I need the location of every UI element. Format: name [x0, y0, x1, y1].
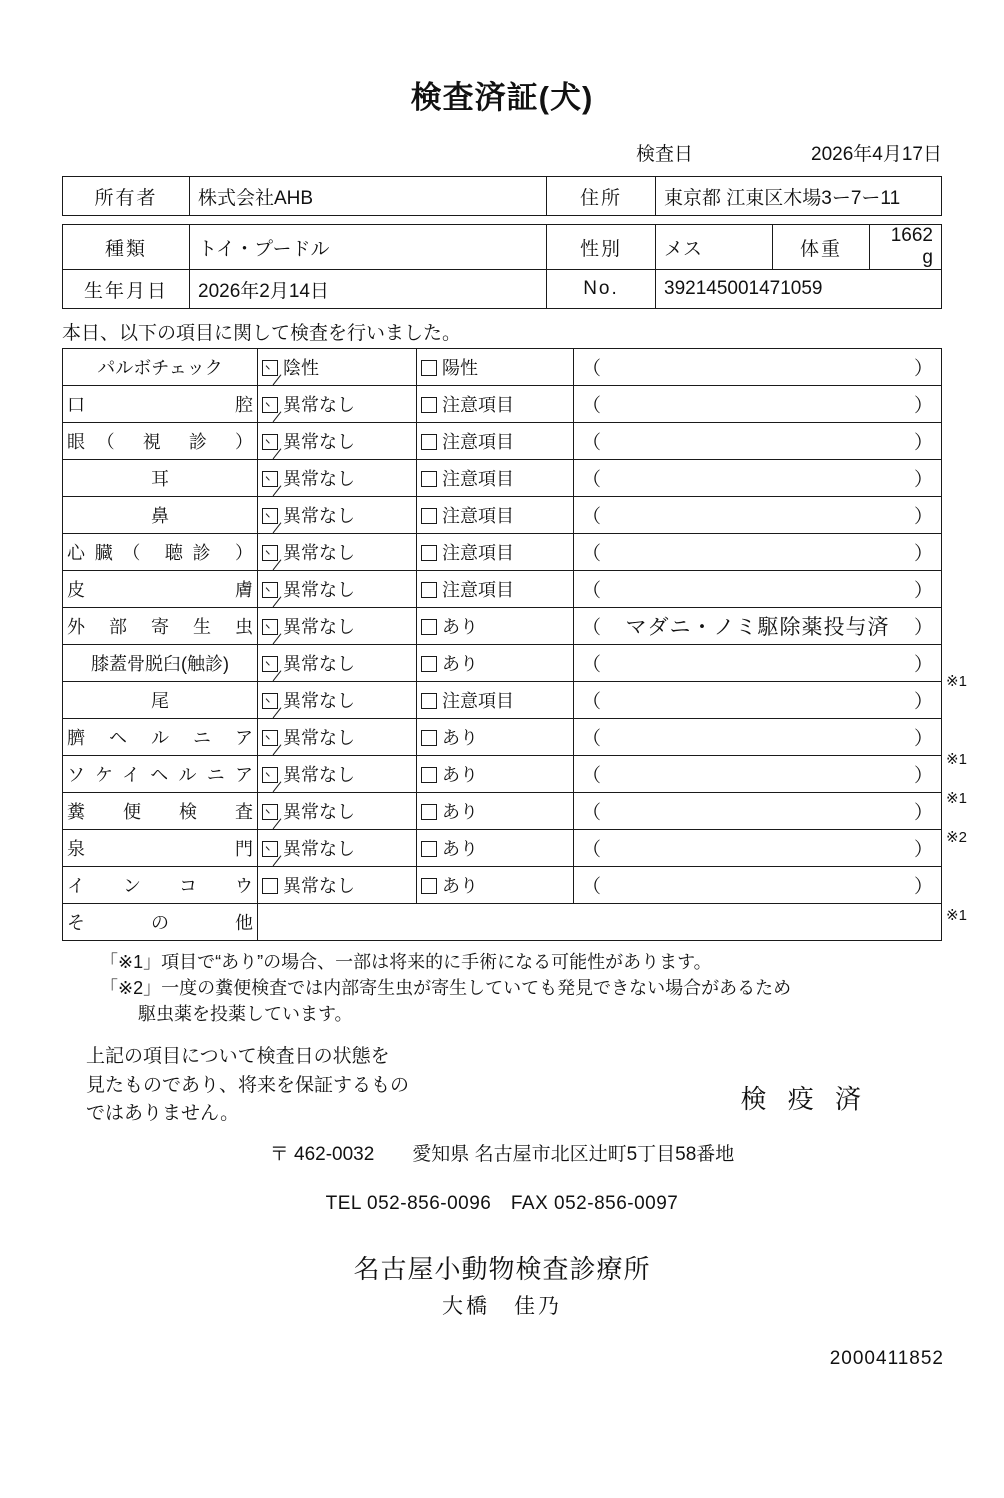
paren-open: （	[582, 617, 602, 639]
inspection-option-2-label: あり	[442, 617, 478, 637]
inspection-item-row	[63, 608, 942, 645]
certificate-page	[0, 72, 1004, 1498]
inspection-option-2-label: あり	[442, 765, 478, 785]
inspection-item-remark[interactable]	[574, 460, 942, 497]
checkbox-icon[interactable]	[421, 434, 437, 450]
inspection-option-1-label: 異常なし	[283, 654, 355, 674]
no-label: No.	[547, 270, 656, 309]
paren-open: （	[582, 580, 602, 602]
paren-close: ）	[913, 432, 933, 454]
checkbox-icon[interactable]	[421, 545, 437, 561]
paren-close: ）	[913, 580, 933, 602]
inspection-item-remark[interactable]	[574, 682, 942, 719]
paren-open: （	[582, 395, 602, 417]
inspection-items-wrap	[62, 348, 967, 941]
inspection-option-1[interactable]	[258, 867, 417, 904]
checkbox-icon[interactable]	[421, 360, 437, 376]
checkbox-icon[interactable]	[421, 471, 437, 487]
inspection-item-label: 心臓（ 聴診 ）	[63, 534, 258, 571]
table-row	[63, 270, 942, 309]
paren-open: （	[582, 358, 602, 380]
paren-open: （	[582, 728, 602, 750]
inspection-option-1[interactable]	[258, 423, 417, 460]
inspection-option-2[interactable]	[417, 867, 574, 904]
weight-value: 1662	[890, 225, 933, 246]
paren-close: ）	[913, 654, 933, 676]
checkbox-icon[interactable]	[421, 878, 437, 894]
checkbox-icon[interactable]	[262, 508, 278, 524]
inspection-option-1-label: 異常なし	[283, 432, 355, 452]
weight-cell	[870, 225, 942, 270]
checkbox-icon[interactable]	[421, 582, 437, 598]
inspection-option-2[interactable]	[417, 793, 574, 830]
lower-section	[32, 1043, 972, 1129]
inspection-item-row	[63, 904, 942, 941]
footnote-1: 「※1」項目で“あり”の場合、一部は将来的に手術になる可能性があります。	[100, 952, 712, 972]
inspection-items-table	[62, 348, 942, 941]
inspection-option-1[interactable]	[258, 682, 417, 719]
paren-close: ）	[913, 802, 933, 824]
inspection-option-2-label: 陽性	[442, 358, 478, 378]
inspection-option-1[interactable]	[258, 608, 417, 645]
inspection-option-2-label: 注意項目	[442, 395, 514, 415]
checkbox-icon[interactable]	[262, 730, 278, 746]
inspection-option-2-label: あり	[442, 654, 478, 674]
birth-label: 生年月日	[63, 270, 190, 309]
paren-open: （	[582, 765, 602, 787]
inspection-option-1[interactable]	[258, 571, 417, 608]
inspection-option-2-label: 注意項目	[442, 580, 514, 600]
inspection-item-remark[interactable]	[574, 386, 942, 423]
footnote-2: 「※2」一度の糞便検査では内部寄生虫が寄生していても発見できない場合があるため	[100, 978, 792, 999]
paren-close: ）	[913, 691, 933, 713]
breed-value: トイ・プードル	[190, 225, 547, 270]
inspection-item-remark[interactable]	[574, 423, 942, 460]
inspection-option-1[interactable]	[258, 349, 417, 386]
checkbox-icon[interactable]	[262, 804, 278, 820]
inspection-item-remark[interactable]	[574, 830, 942, 867]
inspection-option-2[interactable]	[417, 608, 574, 645]
address-value: 東京都 江東区木場3ー7ー11	[656, 177, 942, 216]
checkbox-icon[interactable]	[262, 693, 278, 709]
paren-close: ）	[913, 506, 933, 528]
inspection-item-remark[interactable]	[574, 571, 942, 608]
inspection-item-row	[63, 756, 942, 793]
paren-open: （	[582, 543, 602, 565]
breed-label: 種類	[63, 225, 190, 270]
paren-close: ）	[913, 765, 933, 787]
inspection-option-2[interactable]	[417, 349, 574, 386]
inspection-item-label: 鼻	[63, 497, 258, 534]
inspection-option-2[interactable]	[417, 719, 574, 756]
inspection-item-label: 眼（ 視 診 ）	[63, 423, 258, 460]
inspection-option-2[interactable]	[417, 534, 574, 571]
inspection-option-2[interactable]	[417, 830, 574, 867]
paren-close: ）	[913, 543, 933, 565]
paren-open: （	[582, 839, 602, 861]
paren-open: （	[582, 654, 602, 676]
table-row	[63, 225, 942, 270]
birth-value: 2026年2月14日	[190, 270, 547, 309]
intro-note: 本日、以下の項目に関して検査を行いました。	[62, 323, 462, 344]
checkbox-icon[interactable]	[421, 804, 437, 820]
checkbox-icon[interactable]	[421, 693, 437, 709]
checkbox-icon[interactable]	[421, 841, 437, 857]
inspection-option-2-label: 注意項目	[442, 543, 514, 563]
footnote-mark: ※2	[946, 829, 967, 846]
inspection-option-1[interactable]	[258, 645, 417, 682]
inspection-item-remark[interactable]	[574, 349, 942, 386]
inspection-item-label: ソケイヘルニア	[63, 756, 258, 793]
inspection-item-remark[interactable]	[574, 756, 942, 793]
paren-close: ）	[913, 358, 933, 380]
inspection-option-2-label: あり	[442, 839, 478, 859]
inspection-date-row	[0, 139, 1004, 166]
owner-info-table	[62, 176, 942, 216]
checkbox-icon[interactable]	[262, 397, 278, 413]
inspection-item-row	[63, 793, 942, 830]
footnote-mark: ※1	[946, 907, 967, 924]
inspection-option-2[interactable]	[417, 682, 574, 719]
contact-info: TEL 052-856-0096 FAX 052-856-0097	[325, 1192, 679, 1214]
inspection-item-row	[63, 830, 942, 867]
inspection-option-2-label: 注意項目	[442, 691, 514, 711]
inspection-item-remark[interactable]	[574, 608, 942, 645]
checkbox-icon[interactable]	[262, 619, 278, 635]
inspection-item-row	[63, 534, 942, 571]
statement-line-1: 上記の項目について検査日の状態を	[86, 1046, 390, 1068]
inspection-item-label: 尾	[63, 682, 258, 719]
inspection-option-2[interactable]	[417, 497, 574, 534]
inspection-item-row	[63, 571, 942, 608]
footnote-mark: ※1	[946, 673, 967, 690]
statement-line-3: ではありません。	[86, 1103, 240, 1125]
inspection-item-remark[interactable]	[574, 719, 942, 756]
checkbox-icon[interactable]	[262, 656, 278, 672]
inspection-option-2[interactable]	[417, 460, 574, 497]
inspection-option-2-label: 注意項目	[442, 506, 514, 526]
inspection-option-2-label: あり	[442, 728, 478, 748]
inspection-item-row	[63, 497, 942, 534]
inspection-option-1[interactable]	[258, 497, 417, 534]
inspection-option-2-label: 注意項目	[442, 469, 514, 489]
inspection-item-row	[63, 386, 942, 423]
inspection-option-1[interactable]	[258, 534, 417, 571]
inspection-option-1[interactable]	[258, 756, 417, 793]
statement-line-2: 見たものであり、将来を保証するもの	[86, 1074, 410, 1096]
checkbox-icon[interactable]	[262, 841, 278, 857]
paren-close: ）	[913, 728, 933, 750]
checkbox-icon[interactable]	[262, 545, 278, 561]
inspection-item-label: 膝蓋骨脱臼(触診)	[63, 645, 258, 682]
checkbox-icon[interactable]	[262, 878, 278, 894]
inspection-option-1-label: 異常なし	[283, 469, 355, 489]
inspection-item-label: 耳	[63, 460, 258, 497]
inspection-option-1[interactable]	[258, 719, 417, 756]
page-title: 検査済証(犬)	[410, 80, 594, 115]
inspection-item-row	[63, 423, 942, 460]
owner-label: 所有者	[63, 177, 190, 216]
animal-info-table	[62, 224, 942, 309]
sex-label: 性別	[547, 225, 656, 270]
weight-label: 体重	[773, 225, 870, 270]
clinic-name: 名古屋小動物検査診療所	[353, 1253, 651, 1284]
checkbox-icon[interactable]	[262, 360, 278, 376]
inspection-item-remark[interactable]	[574, 534, 942, 571]
inspection-item-label: 皮 膚	[63, 571, 258, 608]
inspection-item-label: 糞 便 検 査	[63, 793, 258, 830]
inspection-item-label: イ ン コ ウ	[63, 867, 258, 904]
paren-open: （	[582, 691, 602, 713]
inspection-item-label: 口 腔	[63, 386, 258, 423]
checkbox-icon[interactable]	[421, 767, 437, 783]
checkbox-icon[interactable]	[262, 582, 278, 598]
owner-value: 株式会社AHB	[190, 177, 547, 216]
inspection-option-1-label: 異常なし	[283, 506, 355, 526]
inspection-item-label: 外 部 寄 生 虫	[63, 608, 258, 645]
inspection-item-row	[63, 460, 942, 497]
inspection-option-1-label: 異常なし	[283, 691, 355, 711]
inspection-item-row	[63, 719, 942, 756]
inspection-option-2-label: 注意項目	[442, 432, 514, 452]
inspection-item-blank	[258, 904, 942, 941]
quarantine-stamp: 検 疫 済	[740, 1084, 868, 1115]
inspection-option-2-label: あり	[442, 802, 478, 822]
inspection-option-1-label: 異常なし	[283, 876, 355, 896]
serial-number: 2000411852	[829, 1347, 944, 1369]
inspection-option-1[interactable]	[258, 460, 417, 497]
inspection-option-2-label: あり	[442, 876, 478, 896]
inspection-item-remark-text: マダニ・ノミ駆除薬投与済	[625, 616, 890, 639]
inspection-option-1[interactable]	[258, 793, 417, 830]
paren-close: ）	[913, 876, 933, 898]
footnote-3: 駆虫薬を投薬しています。	[138, 1004, 353, 1025]
checkbox-icon[interactable]	[421, 619, 437, 635]
inspection-item-row	[63, 645, 942, 682]
inspection-option-1-label: 異常なし	[283, 580, 355, 600]
inspection-option-1-label: 陰性	[283, 358, 319, 378]
inspection-item-row	[63, 867, 942, 904]
paren-close: ）	[913, 839, 933, 861]
address-label: 住所	[547, 177, 656, 216]
checkbox-icon[interactable]	[421, 508, 437, 524]
inspection-option-1-label: 異常なし	[283, 617, 355, 637]
paren-close: ）	[913, 617, 933, 639]
paren-open: （	[582, 802, 602, 824]
paren-open: （	[582, 469, 602, 491]
footnote-mark: ※1	[946, 790, 967, 807]
checkbox-icon[interactable]	[262, 767, 278, 783]
paren-open: （	[582, 506, 602, 528]
footnote-mark: ※1	[946, 751, 967, 768]
inspection-item-remark[interactable]	[574, 645, 942, 682]
no-value: 392145001471059	[656, 270, 942, 309]
checkbox-icon[interactable]	[262, 471, 278, 487]
inspection-option-1-label: 異常なし	[283, 802, 355, 822]
inspection-item-label: そ の 他	[63, 904, 258, 941]
inspection-option-1[interactable]	[258, 830, 417, 867]
checkbox-icon[interactable]	[262, 434, 278, 450]
weight-unit: g	[922, 247, 933, 268]
inspection-item-label: 泉 門	[63, 830, 258, 867]
inspection-option-2[interactable]	[417, 571, 574, 608]
table-row	[63, 177, 942, 216]
checkbox-icon[interactable]	[421, 730, 437, 746]
inspection-option-1-label: 異常なし	[283, 395, 355, 415]
inspection-item-remark[interactable]	[574, 793, 942, 830]
inspection-option-1-label: 異常なし	[283, 839, 355, 859]
inspection-option-1-label: 異常なし	[283, 765, 355, 785]
inspection-item-label: 臍 ヘ ル ニ ア	[63, 719, 258, 756]
inspection-item-label: パルボチェック	[63, 349, 258, 386]
inspection-option-1[interactable]	[258, 386, 417, 423]
paren-close: ）	[913, 469, 933, 491]
inspection-item-remark[interactable]	[574, 867, 942, 904]
inspection-item-row	[63, 349, 942, 386]
inspection-option-2[interactable]	[417, 423, 574, 460]
inspection-item-remark[interactable]	[574, 497, 942, 534]
inspection-date-label: 検査日	[636, 144, 694, 165]
inspection-option-2[interactable]	[417, 386, 574, 423]
paren-open: （	[582, 432, 602, 454]
inspection-option-1-label: 異常なし	[283, 543, 355, 563]
paren-open: （	[582, 876, 602, 898]
inspection-option-2[interactable]	[417, 756, 574, 793]
inspection-option-2[interactable]	[417, 645, 574, 682]
checkbox-icon[interactable]	[421, 397, 437, 413]
inspection-date-value: 2026年4月17日	[811, 144, 942, 165]
sex-value: メス	[656, 225, 773, 270]
footnotes	[52, 949, 952, 1027]
inspection-item-row	[63, 682, 942, 719]
inspection-option-1-label: 異常なし	[283, 728, 355, 748]
veterinarian-name: 大橋 佳乃	[442, 1294, 562, 1318]
postal-address: 〒 462-0032 愛知県 名古屋市北区辻町5丁目58番地	[269, 1143, 735, 1165]
checkbox-icon[interactable]	[421, 656, 437, 672]
paren-close: ）	[913, 395, 933, 417]
